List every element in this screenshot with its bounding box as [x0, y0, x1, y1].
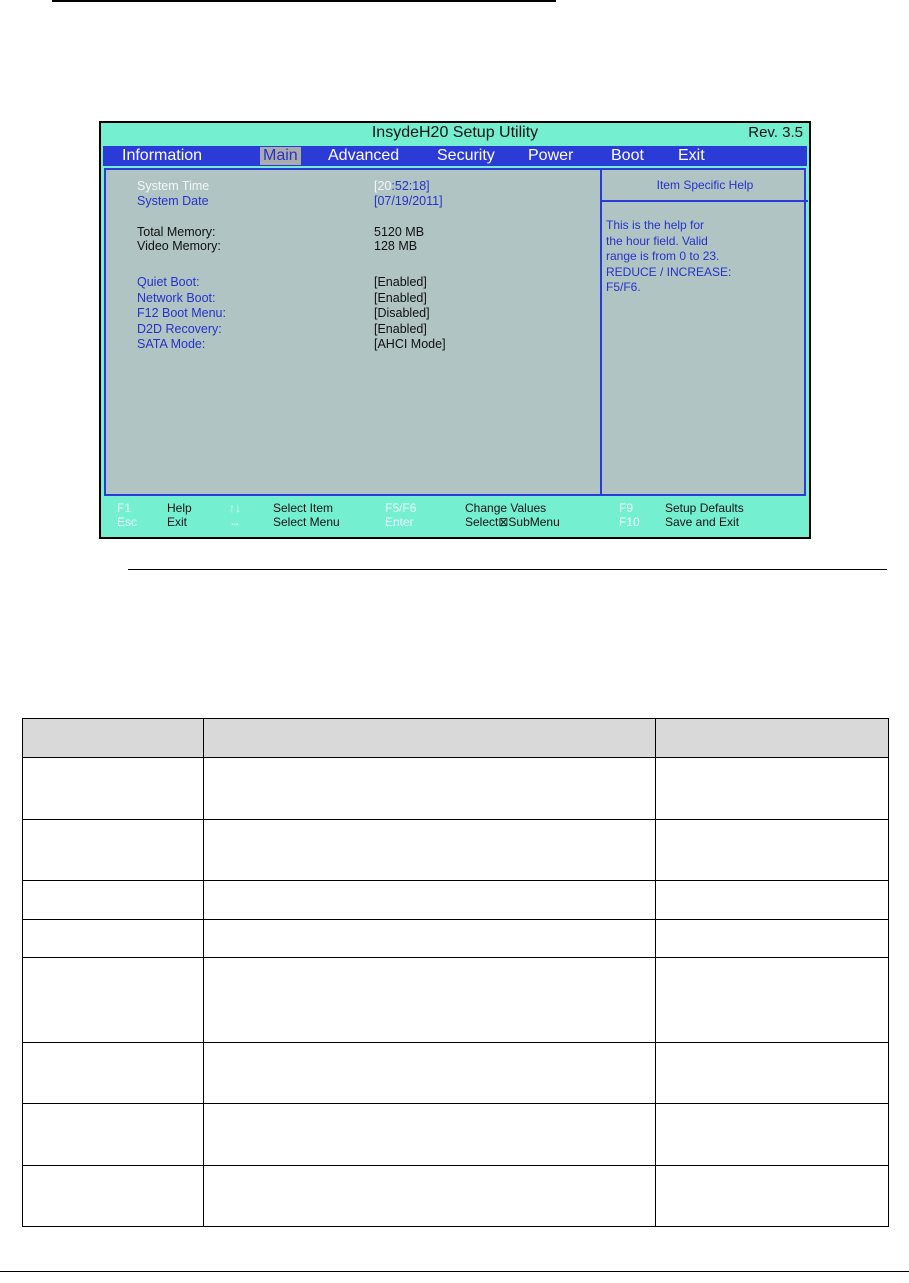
table-row [23, 1043, 889, 1104]
table-header-cell [204, 719, 656, 758]
table-cell [656, 820, 889, 881]
table-cell [204, 958, 656, 1043]
quiet-boot-label[interactable]: Quiet Boot: [137, 275, 200, 289]
quiet-boot-value[interactable]: [Enabled] [374, 275, 427, 289]
change-values-hint: Change Values [465, 501, 547, 515]
d2d-recovery-label[interactable]: D2D Recovery: [137, 322, 222, 336]
table-cell [23, 920, 204, 958]
bios-menu-bar [103, 146, 807, 166]
table-header-cell [23, 719, 204, 758]
network-boot-label[interactable]: Network Boot: [137, 291, 216, 305]
f12-boot-menu-label[interactable]: F12 Boot Menu: [137, 306, 226, 320]
exit-hint: Exit [167, 515, 188, 529]
menu-power[interactable]: Power [528, 147, 574, 164]
help-title: Item Specific Help [602, 170, 808, 202]
parameter-table [22, 718, 889, 1227]
system-date-value[interactable]: [07/19/2011] [374, 194, 443, 208]
video-memory-value: 128 MB [374, 239, 418, 253]
table-cell [656, 1166, 889, 1227]
table-cell [204, 881, 656, 920]
system-time-value[interactable] [374, 179, 430, 193]
help-hint: Help [167, 501, 192, 515]
table-cell [204, 758, 656, 820]
bios-revision: Rev. 3.5 [748, 124, 803, 141]
table-cell [656, 958, 889, 1043]
f9-key: F9 [619, 501, 634, 515]
table-cell [23, 1043, 204, 1104]
table-cell [23, 881, 204, 920]
bios-title-bar [101, 123, 809, 145]
system-time-rest: :52:18] [391, 179, 430, 193]
table-row [23, 920, 889, 958]
section-rule [128, 569, 887, 570]
table-cell [656, 881, 889, 920]
table-row [23, 881, 889, 920]
table-cell [23, 1104, 204, 1166]
f5-f6-key: F5/F6 [385, 501, 417, 515]
bios-title: InsydeH20 Setup Utility [371, 124, 539, 141]
sata-mode-label[interactable]: SATA Mode: [137, 337, 206, 351]
table-cell [656, 920, 889, 958]
table-cell [23, 820, 204, 881]
save-and-exit-hint: Save and Exit [665, 515, 740, 529]
table-row [23, 1104, 889, 1166]
table-cell [204, 1043, 656, 1104]
menu-advanced[interactable]: Advanced [328, 147, 400, 164]
leftright-arrows-icon: ↔ [229, 515, 241, 529]
table-cell [204, 1104, 656, 1166]
help-text: This is the help for the hour field. Valid range is from 0 to 23. REDUCE / INCREASE: F5/F6. [606, 218, 732, 294]
total-memory-value: 5120 MB [374, 225, 425, 239]
system-time-label[interactable]: System Time [137, 179, 210, 193]
sata-mode-value[interactable]: [AHCI Mode] [374, 337, 446, 351]
system-time-hour[interactable]: [20 [374, 179, 392, 193]
table-cell [23, 958, 204, 1043]
updown-arrows-icon: ↑↓ [229, 501, 241, 515]
top-rule [52, 0, 556, 2]
video-memory-label: Video Memory: [137, 239, 221, 253]
f1-key: F1 [117, 501, 132, 515]
f12-boot-menu-value[interactable]: [Disabled] [374, 306, 430, 320]
system-date-label[interactable]: System Date [137, 194, 209, 208]
table-cell [23, 1166, 204, 1227]
select-menu-hint: Select Menu [273, 515, 340, 529]
f10-key: F10 [619, 515, 640, 529]
table-cell [23, 758, 204, 820]
d2d-recovery-value[interactable]: [Enabled] [374, 322, 427, 336]
total-memory-label: Total Memory: [137, 225, 216, 239]
table-row [23, 1166, 889, 1227]
esc-key: Esc [117, 515, 138, 529]
table-row [23, 958, 889, 1043]
table-header-row [23, 719, 889, 758]
table-row [23, 820, 889, 881]
enter-key: Enter [385, 515, 414, 529]
page-bottom-rule [0, 1271, 909, 1272]
table-cell [204, 1166, 656, 1227]
table-row [23, 758, 889, 820]
menu-exit[interactable]: Exit [678, 147, 705, 164]
table-cell [656, 758, 889, 820]
select-submenu-hint: Select⊠SubMenu [465, 515, 560, 529]
setup-defaults-hint: Setup Defaults [665, 501, 744, 515]
table-cell [204, 920, 656, 958]
table-header-cell [656, 719, 889, 758]
table-cell [656, 1043, 889, 1104]
table-cell [656, 1104, 889, 1166]
bios-content-pane [104, 168, 806, 496]
menu-security[interactable]: Security [437, 147, 495, 164]
menu-information[interactable]: Information [122, 147, 203, 164]
menu-main[interactable]: Main [260, 147, 301, 165]
bios-footer [101, 499, 809, 539]
select-item-hint: Select Item [273, 501, 334, 515]
item-specific-help-pane [600, 170, 808, 494]
bios-setup-screen [99, 121, 811, 539]
menu-boot[interactable]: Boot [611, 147, 644, 164]
network-boot-value[interactable]: [Enabled] [374, 291, 427, 305]
table-cell [204, 820, 656, 881]
